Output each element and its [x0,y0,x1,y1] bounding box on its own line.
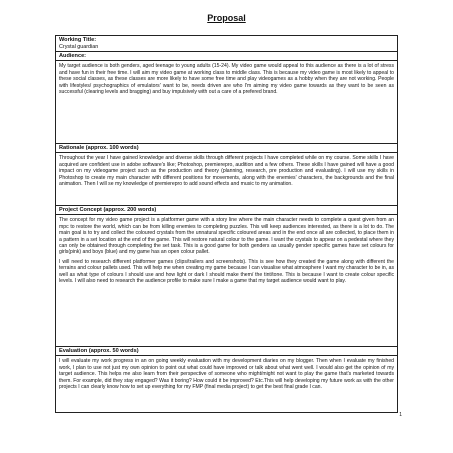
rationale-heading: Rationale (approx. 100 words) [56,144,397,153]
audience-heading: Audience: [56,52,397,61]
evaluation-paragraph: I will evaluate my work progress in an on going weekly evaluation with my development diaries on my blogger. Then when I evaluate my finished work, I plan to use not just my own opinion to point out what could have improved or talk about what went well. I would also get the opinion of my target audience. This helps me also learn from their perspective of someone who might/might not want to play the game that's marketed towards them. For example, did they stay engaged? Was it boring? How could it be improved? Etc.This will help developing my future work as with the other projects I can clearly know how to set up everything for my FMP (final media project) to get the best final grade I can. [59,358,394,391]
working-title-section [56,36,397,52]
evaluation-text [56,356,397,412]
audience-paragraph: My target audience is both genders, aged teenage to young adults (15-24). My video game would appeal to this audience as there is a lot of stress and have fun in their free time. I will aim my video game at working class to middle class. This is because my video game is most likely to appeal to these social classes, as these classes are more likely to have some free time and play videogames as a hobby when they are not working. People with lifestyles/ psychographics of emulators' want to be, needs driven are who I'm aiming my video game towards as they want to be seen as successful (clearing levels and bragging) and buy impulsively with out a care of a prefered brand. [59,63,394,96]
working-title-heading: Working Title: [56,36,397,44]
proposal-form [55,35,398,413]
concept-paragraph-1: The concept for my video game project is a platformer game with a story line where the main character needs to complete a quest given from an mpc to restore the world, which can be from killing enemies to completing puzzles. This will keep audiences interested, as there is a lot to do. The main goal is to try and collect the coloured crystals from the unnatural specific coloured areas and in the end once all are collected, to place them in a pattern in a set location at the end of the game. This will restore natural colour to the game. I want the crystals to appear on a pedestal where they can only be obtained through completing the set task. This is a good game for both genders as usually gender specific games have set colours for girls(pink) and boys (blue) and my game has an open colour pallet. [59,217,394,256]
audience-text [56,61,397,143]
concept-heading: Project Concept (approx. 200 words) [56,206,397,215]
working-title-value: Crystal guardian [59,44,99,50]
evaluation-section [56,347,397,412]
concept-paragraph-2: I will need to research different platformer games (clips/trailers and screenshots). This is see how they created the game along with different the terrains and colour pallets used. This will help me when creating my game because I can visualise what atmosphere I want my character to be in, as well as what type of colours I should use and how light or dark I should make them/ the tint/tone. This is because I want to create colour specific levels. I will also need to research the audience profile to make sure I make a game that my target audience would want to play. [59,258,394,285]
concept-text [56,215,397,346]
page-number: 1 [399,412,402,418]
audience-section [56,52,397,144]
concept-section [56,206,397,347]
page-title: Proposal [207,13,246,23]
rationale-text [56,153,397,205]
rationale-section [56,144,397,206]
evaluation-heading: Evaluation (approx. 50 words) [56,347,397,356]
rationale-paragraph: Throughout the year I have gained knowledge and diverse skills through different projects I have completed while on my course. Some skills I have acquired are confident use in adobe software's like; Photoshop, premierepro, audition and a few others. These skills I have gained will have a good impact on my videogame project such as the production and theory (planning, research, pre production and evaluating). I will use my skills in Photoshop to create my main character with different positions for movements, along with the enemies' characters, the backgrounds and the final animation. Then I will se my knowledge of premierepro to add sound effects and music to my animation. [59,155,394,188]
